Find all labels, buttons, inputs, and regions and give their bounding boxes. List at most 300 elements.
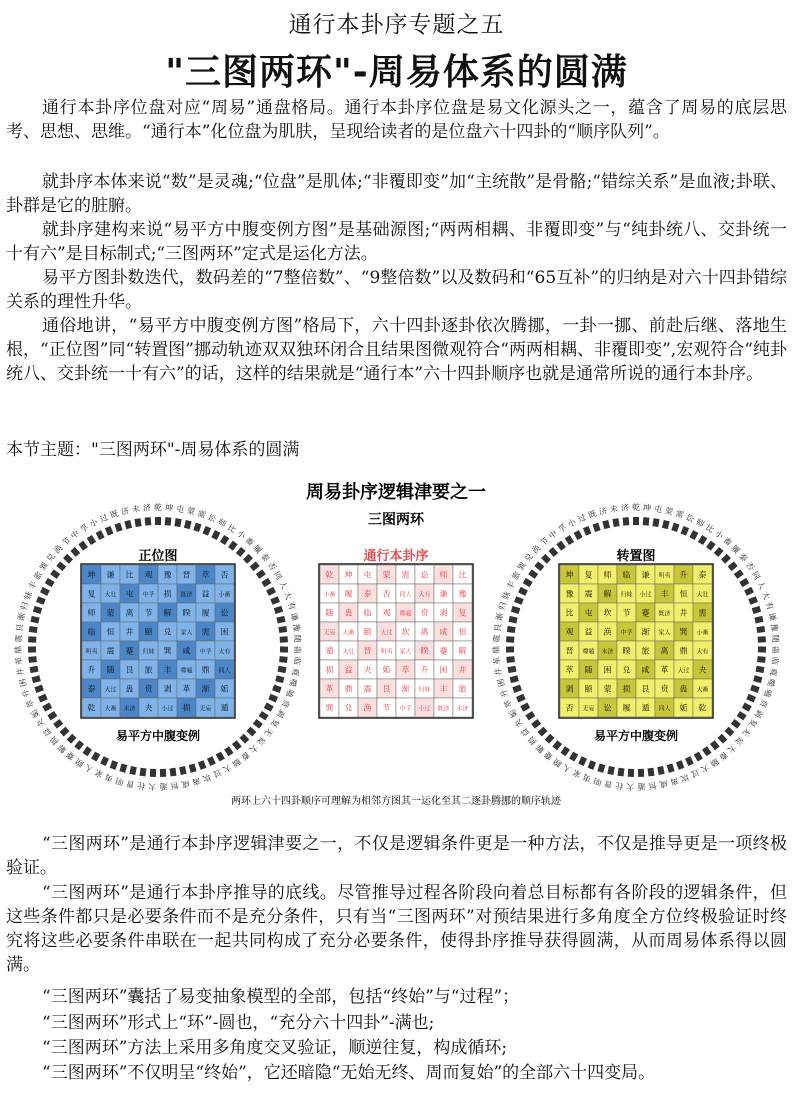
right-grid-cell-label: 遁 xyxy=(641,703,650,713)
left-ring-char: 孚 xyxy=(78,522,91,535)
left-ring-char: 困 xyxy=(17,677,29,688)
right-ring-char: 姤 xyxy=(507,707,520,720)
middle-grid-cell-label: 困 xyxy=(439,665,448,675)
right-grid-cell-label: 同人 xyxy=(658,705,671,713)
left-ring-hexagram-mark xyxy=(165,517,172,525)
left-ring-char: 恒 xyxy=(170,780,180,791)
right-grid-cell-label: 随 xyxy=(584,665,593,675)
right-ring-char: 蹇 xyxy=(542,749,555,762)
left-grid-cell-label: 中孚 xyxy=(199,648,212,656)
left-grid-cell-label: 豫 xyxy=(163,570,172,580)
left-ring-hexagram-mark xyxy=(129,766,136,775)
left-ring-char: 大 xyxy=(247,742,260,755)
left-ring-hexagram-mark xyxy=(28,636,36,642)
figure-subtitle: 三图两环 xyxy=(368,512,424,528)
right-ring-hexagram-mark xyxy=(592,523,600,532)
right-grid-cell-label: 贲 xyxy=(660,684,669,694)
left-grid-cell-label: 归妹 xyxy=(142,648,155,656)
left-ring-char: 屯 xyxy=(175,504,185,515)
right-ring-char: 恒 xyxy=(648,780,658,791)
right-ring-hexagram-mark xyxy=(552,740,562,750)
left-ring-hexagram-mark xyxy=(246,727,256,737)
left-ring-hexagram-mark xyxy=(211,530,220,540)
left-ring-char: 无 xyxy=(262,726,275,739)
right-ring-hexagram-mark xyxy=(612,518,619,527)
right-ring-hexagram-mark xyxy=(657,766,664,775)
left-ring-hexagram-mark xyxy=(207,756,216,766)
right-ring-hexagram-mark xyxy=(698,535,707,545)
right-ring-char: 有 xyxy=(763,600,775,612)
left-ring-char: 夬 xyxy=(35,717,48,729)
left-grid-cell-label: 否 xyxy=(220,570,229,580)
right-ring-char: 中 xyxy=(547,528,560,541)
middle-grid-cell-label: 蒙 xyxy=(382,570,391,580)
right-grid-cell-label: 离 xyxy=(660,646,669,656)
right-ring-char: 节 xyxy=(538,535,551,548)
right-ring-char: 剥 xyxy=(752,707,765,720)
left-ring-hexagram-mark xyxy=(236,547,246,557)
left-ring-hexagram-mark xyxy=(280,646,288,652)
left-grid-cell-label: 大壮 xyxy=(104,591,117,599)
left-ring-hexagram-mark xyxy=(29,626,38,633)
right-grid-cell-label: 复 xyxy=(584,570,593,580)
right-ring-hexagram-mark xyxy=(648,768,655,777)
middle-grid-cell-label: 升 xyxy=(420,665,429,675)
middle-grid-cell-label: 临 xyxy=(363,608,372,618)
left-grid-cell-label: 渐 xyxy=(201,684,210,694)
right-ring-hexagram-mark xyxy=(638,769,644,777)
left-ring-char: 井 xyxy=(15,667,26,677)
middle-grid-cell-label: 渐 xyxy=(401,684,410,694)
left-grid-cell-label: 旅 xyxy=(144,665,153,675)
right-ring-char: 归 xyxy=(497,600,509,612)
left-ring-char: 人 xyxy=(83,762,95,775)
right-ring-char: 升 xyxy=(498,687,510,699)
right-ring-hexagram-mark xyxy=(510,675,519,683)
left-grid-cell-label: 离 xyxy=(125,608,134,618)
left-grid-cell-label: 震 xyxy=(106,646,115,656)
left-ring-hexagram-mark xyxy=(74,740,84,750)
right-grid-cell-label: 井 xyxy=(679,608,688,618)
left-ring-char: 讼 xyxy=(206,512,218,525)
right-ring-hexagram-mark xyxy=(702,746,711,756)
left-grid-cell-label: 困 xyxy=(220,627,229,637)
left-ring-hexagram-mark xyxy=(189,763,197,772)
left-grid-cell-label: 师 xyxy=(87,608,96,618)
right-grid-cell-label: 泰 xyxy=(698,570,707,580)
middle-grid-cell-label: 比 xyxy=(458,570,467,580)
left-ring-hexagram-mark xyxy=(124,520,132,529)
right-grid-cell-label: 旅 xyxy=(641,646,650,656)
right-ring-char: 小 xyxy=(566,517,578,529)
left-grid-cell-label: 咸 xyxy=(182,646,191,656)
left-ring-char: 小 xyxy=(234,528,247,541)
right-grid-cell-label: 艮 xyxy=(641,684,650,694)
right-ring-hexagram-mark xyxy=(506,646,514,652)
left-ring-char: 妄 xyxy=(255,734,268,747)
left-ring-char: 畜 xyxy=(239,749,252,762)
right-ring-char: 复 xyxy=(746,717,759,729)
left-ring-char: 未 xyxy=(131,504,141,515)
left-ring-hexagram-mark xyxy=(32,675,41,683)
middle-grid-cell-label: 鼎 xyxy=(344,684,353,694)
right-ring-hexagram-mark xyxy=(508,666,517,673)
right-ring-hexagram-mark xyxy=(728,561,738,571)
right-grid-cell-label: 屯 xyxy=(584,608,593,618)
middle-grid-cell-label: 否 xyxy=(382,589,391,599)
right-ring-char: 履 xyxy=(729,543,742,556)
right-ring-char: 过 xyxy=(576,512,588,525)
left-ring-hexagram-mark xyxy=(272,685,282,693)
middle-grid-cell-label: 屯 xyxy=(363,570,372,580)
left-ring-hexagram-mark xyxy=(96,530,105,540)
intro-paragraph-3: 就卦序建构来说“易平方中腹变例方图”是基础源图;“两两相耦、非覆即变”与“纯卦统八、交卦统一十有六”是目标制式;“三图两环”定式是运化方法。 xyxy=(6,220,787,264)
left-ring-char: 遁 xyxy=(159,781,168,792)
middle-grid-cell-label: 坤 xyxy=(344,570,353,580)
bottom-paragraph-3: “三图两环”囊括了易变抽象模型的全部，包括“终始”与“过程”； xyxy=(42,987,520,1007)
right-ring-char: 屯 xyxy=(653,504,663,515)
right-ring-hexagram-mark xyxy=(752,606,761,614)
right-ring-char: 济 xyxy=(598,506,608,517)
left-ring-char: 比 xyxy=(225,522,238,535)
left-ring-hexagram-mark xyxy=(266,587,276,596)
right-ring-char: 巽 xyxy=(516,560,529,573)
left-ring-hexagram-mark xyxy=(278,666,287,673)
right-ring-hexagram-mark xyxy=(523,578,533,587)
right-ring-hexagram-mark xyxy=(597,763,605,772)
left-ring-hexagram-mark xyxy=(53,719,63,729)
right-grid-cell-label: 履 xyxy=(622,703,631,713)
left-ring-hexagram-mark xyxy=(256,569,266,579)
left-grid-cell-label: 夬 xyxy=(144,703,153,713)
middle-grid-cell-label: 小过 xyxy=(418,705,431,713)
figure-title: 周易卦序逻辑津要之一 xyxy=(306,482,486,503)
middle-grid-cell-label: 家人 xyxy=(399,648,412,656)
left-grid-cell-label: 晋 xyxy=(182,570,191,580)
right-ring-hexagram-mark xyxy=(744,587,754,596)
middle-grid-cell-label: 大壮 xyxy=(342,648,355,656)
right-ring-char: 嗑 xyxy=(762,687,774,699)
left-ring-char: 妹 xyxy=(22,590,34,601)
right-ring-char: 夬 xyxy=(513,717,526,729)
right-ring-char: 颐 xyxy=(708,756,721,769)
right-ring-char: 临 xyxy=(769,656,780,666)
left-ring-hexagram-mark xyxy=(45,578,55,587)
left-ring-char: 渐 xyxy=(16,611,28,622)
left-grid-cell-label: 贲 xyxy=(144,684,153,694)
left-ring-hexagram-mark xyxy=(34,685,44,693)
right-ring-hexagram-mark xyxy=(520,703,530,712)
left-grid-cell-label: 明夷 xyxy=(85,648,98,656)
middle-grid-cell-label: 乾 xyxy=(325,570,334,580)
intro-paragraph-2: 就卦序本体来说“数”是灵魂;“位盘”是肌体;“非覆即变”加“主统散”是骨骼;“错综关系”是血液;卦联、卦群是它的脏腑。 xyxy=(6,172,787,216)
right-ring-char: 妄 xyxy=(733,734,746,747)
left-ring-char: 蒙 xyxy=(186,506,196,517)
right-grid-cell-label: 归妹 xyxy=(620,591,633,599)
left-ring-char: 噬 xyxy=(287,677,299,688)
right-ring-char: 咸 xyxy=(658,778,669,789)
left-grid-cell-label: 比 xyxy=(125,570,134,580)
bottom-paragraph-2: “三图两环”是通行本卦序推导的底线。尽管推导过程各阶段向着总目标都有各阶段的逻辑条件，但这些条件都只是必要条件而不是充分条件，只有当“三图两环”对预结果进行多角度全方位终极验证时终究将这些必要条件串联在一起共同构成了充分必要条件，使得卦序推导获得圆满，从而周易体系得以圆满。 xyxy=(6,883,787,975)
left-ring-char: 坎 xyxy=(201,772,213,784)
left-grid-cell-label: 同人 xyxy=(218,667,231,675)
bottom-paragraph-1: “三图两环”是通行本卦序逻辑津要之一，不仅是逻辑条件更是一种方法，不仅是推导更是一项终极验证。 xyxy=(6,834,787,878)
middle-grid-cell-label: 涣 xyxy=(363,703,372,713)
left-ring-char: 蛊 xyxy=(292,645,303,654)
left-ring-hexagram-mark xyxy=(60,727,70,737)
left-ring-hexagram-mark xyxy=(110,760,118,770)
left-grid-cell-label: 巽 xyxy=(163,646,172,656)
right-ring-hexagram-mark xyxy=(746,694,756,703)
right-ring-char: 需 xyxy=(674,508,685,521)
right-ring-char: 否 xyxy=(743,560,756,573)
left-grid-cell-label: 泰 xyxy=(87,684,96,694)
left-ring-hexagram-mark xyxy=(160,769,166,777)
right-ring-hexagram-mark xyxy=(758,646,766,652)
left-grid-cell-label: 损 xyxy=(163,589,172,599)
right-ring-hexagram-mark xyxy=(742,703,752,712)
left-ring-hexagram-mark xyxy=(63,554,73,564)
right-ring-hexagram-mark xyxy=(721,554,731,564)
right-ring-char: 晋 xyxy=(603,778,614,789)
middle-grid-cell-label: 无妄 xyxy=(323,629,336,637)
left-grid-cell-label: 革 xyxy=(182,684,191,694)
right-ring-char: 大 xyxy=(699,762,711,775)
middle-grid-cell-label: 蛊 xyxy=(344,608,353,618)
right-ring-hexagram-mark xyxy=(757,656,766,663)
right-ring-hexagram-mark xyxy=(516,694,526,703)
left-grid-cell-label: 损 xyxy=(182,703,191,713)
right-ring-hexagram-mark xyxy=(525,711,535,720)
left-ring-char: 大 xyxy=(221,762,233,775)
left-grid-cell-label: 节 xyxy=(144,608,153,618)
right-ring-char: 夷 xyxy=(581,772,593,784)
right-ring-char: 济 xyxy=(620,503,630,513)
left-ring-char: 归 xyxy=(19,600,31,612)
right-grid-cell-label: 颐 xyxy=(584,684,593,694)
right-ring-char: 孚 xyxy=(556,522,569,535)
left-grid-cell-label: 蒙 xyxy=(106,608,115,618)
right-grid-cell-label: 涣 xyxy=(603,627,612,637)
right-grid-cell-label: 夬 xyxy=(698,665,707,675)
left-ring-char: 临 xyxy=(291,656,302,666)
right-ring-hexagram-mark xyxy=(737,711,747,720)
right-grid-cell-label: 解 xyxy=(603,589,612,599)
middle-grid-cell-label: 姤 xyxy=(382,665,391,675)
right-ring-hexagram-mark xyxy=(628,769,634,777)
left-ring-hexagram-mark xyxy=(239,734,249,744)
left-ring-hexagram-mark xyxy=(38,694,48,703)
left-ring-char: 节 xyxy=(60,535,73,548)
left-ring-char: 明 xyxy=(114,775,125,787)
middle-grid-cell-label: 兑 xyxy=(344,703,353,713)
middle-grid-cell-label: 豫 xyxy=(458,589,467,599)
left-grid-cell-label: 观 xyxy=(144,570,153,580)
left-ring-hexagram-mark xyxy=(67,734,77,744)
left-ring-hexagram-mark xyxy=(179,766,186,775)
left-grid-cell-label: 大有 xyxy=(218,648,231,656)
middle-grid-cell-label: 泰 xyxy=(363,589,372,599)
right-ring-char: 比 xyxy=(703,522,716,535)
left-ring-char: 随 xyxy=(292,634,302,643)
left-grid-cell-label: 萃 xyxy=(201,570,210,580)
right-ring-char: 蒙 xyxy=(664,506,674,517)
left-chart-label: 正位图 xyxy=(138,549,178,564)
left-ring-char: 济 xyxy=(142,503,152,513)
left-grid-cell-label: 恒 xyxy=(106,627,115,637)
bottom-paragraph-5: “三图两环”方法上采用多角度交叉验证，顺逆往复，构成循环; xyxy=(42,1038,508,1058)
left-grid-cell-label: 无妄 xyxy=(199,705,212,713)
right-grid-cell-label: 鼎 xyxy=(679,646,688,656)
right-ring-hexagram-mark xyxy=(756,666,765,673)
left-ring-hexagram-mark xyxy=(278,626,287,633)
left-grid-cell-label: 复 xyxy=(87,589,96,599)
right-ring-hexagram-mark xyxy=(565,535,574,545)
right-ring-char: 遁 xyxy=(637,781,646,792)
right-ring-hexagram-mark xyxy=(538,727,548,737)
left-ring-char: 否 xyxy=(265,560,278,573)
middle-grid-cell-label: 晋 xyxy=(363,646,372,656)
right-ring-char: 乾 xyxy=(632,503,640,512)
right-ring-hexagram-mark xyxy=(583,526,592,536)
right-ring-hexagram-mark xyxy=(706,541,716,551)
right-grid-cell-label: 恒 xyxy=(679,589,688,599)
right-ring-hexagram-mark xyxy=(511,606,520,614)
right-ring-char: 明 xyxy=(592,775,603,787)
right-ring-char: 豫 xyxy=(769,623,780,633)
right-grid xyxy=(559,564,713,718)
left-ring-char: 革 xyxy=(14,656,25,666)
left-ring-char: 丰 xyxy=(27,579,39,591)
right-ring-char: 家 xyxy=(571,767,583,780)
left-grid-cell-label: 谦 xyxy=(106,570,115,580)
left-ring-char: 豫 xyxy=(291,623,302,633)
right-grid-cell-label: 巽 xyxy=(679,627,688,637)
right-grid-cell-label: 师 xyxy=(603,570,612,580)
right-ring-hexagram-mark xyxy=(541,554,551,564)
right-ring-hexagram-mark xyxy=(548,547,558,557)
right-grid-cell-label: 噬嗑 xyxy=(582,648,595,656)
right-grid-cell-label: 需 xyxy=(698,608,707,618)
right-chart-caption: 易平方中腹变例 xyxy=(593,729,679,743)
right-ring-hexagram-mark xyxy=(756,626,765,633)
left-grid xyxy=(81,564,235,718)
right-grid-cell-label: 比 xyxy=(565,608,574,618)
left-ring-char: 咸 xyxy=(180,778,191,789)
left-ring-hexagram-mark xyxy=(155,517,161,525)
right-grid-cell-label: 姤 xyxy=(679,703,688,713)
right-grid-cell-label: 益 xyxy=(584,627,593,637)
left-ring-char: 嗑 xyxy=(284,687,296,699)
left-ring-char: 壮 xyxy=(136,780,146,791)
middle-grid-cell-label: 小畜 xyxy=(323,591,336,599)
left-ring-hexagram-mark xyxy=(87,535,96,545)
left-ring-hexagram-mark xyxy=(50,569,60,579)
right-ring-hexagram-mark xyxy=(512,685,522,693)
left-ring-char: 观 xyxy=(290,667,301,677)
right-ring-hexagram-mark xyxy=(514,596,524,605)
left-ring-hexagram-mark xyxy=(275,675,284,683)
middle-grid-cell-label: 遁 xyxy=(325,646,334,656)
left-ring-char: 泰 xyxy=(259,551,272,564)
left-ring-hexagram-mark xyxy=(220,535,229,545)
right-ring-char: 解 xyxy=(534,742,547,755)
bottom-paragraph-6: “三图两环”不仅明呈“终始”，它还暗隐“无始无终、周而复始”的全部六十四变局。 xyxy=(42,1063,656,1083)
left-grid-cell-label: 履 xyxy=(201,608,210,618)
right-grid-cell-label: 困 xyxy=(603,665,612,675)
right-ring-char: 小 xyxy=(712,528,725,541)
left-grid-cell-label: 噬嗑 xyxy=(180,667,193,675)
left-ring-hexagram-mark xyxy=(264,703,274,712)
intro-paragraph-4: 易平方图卦数迭代，数码差的“7整倍数”、“9整倍数”以及数码和“65互补”的归纳是对六十四卦错综关系的理性升华。 xyxy=(6,268,787,312)
middle-grid-cell-label: 艮 xyxy=(382,684,391,694)
right-grid-cell-label: 临 xyxy=(622,570,631,580)
left-ring-char: 巽 xyxy=(38,560,51,573)
left-ring-char: 旅 xyxy=(32,569,45,582)
middle-grid-cell-label: 睽 xyxy=(420,646,429,656)
right-grid-cell-label: 咸 xyxy=(641,665,650,675)
right-ring-hexagram-mark xyxy=(671,523,679,532)
right-grid-cell-label: 观 xyxy=(565,627,574,637)
middle-grid-cell-label: 大有 xyxy=(418,591,431,599)
right-ring-hexagram-mark xyxy=(753,675,762,683)
middle-grid-cell-label: 观 xyxy=(382,608,391,618)
right-ring-char: 既 xyxy=(587,508,598,521)
figure-footnote: 两环上六十四卦顺序可理解为相邻方图其一运化至其二逐卦腾挪的顺序轨迹 xyxy=(231,796,561,807)
left-grid-cell-label: 大畜 xyxy=(104,705,117,713)
middle-grid-cell-label: 谦 xyxy=(439,589,448,599)
right-ring-char: 同 xyxy=(749,569,762,582)
right-grid-cell-label: 萃 xyxy=(565,665,574,675)
left-ring-hexagram-mark xyxy=(216,752,225,762)
right-ring-char: 人 xyxy=(755,579,767,591)
right-ring-char: 鼎 xyxy=(491,645,502,654)
right-ring-char: 人 xyxy=(561,762,573,775)
middle-grid-cell-label: 讼 xyxy=(420,570,429,580)
right-grid-cell-label: 乾 xyxy=(698,703,707,713)
right-ring-char: 渐 xyxy=(494,611,506,622)
left-grid-cell-label: 益 xyxy=(201,589,210,599)
right-ring-char: 睽 xyxy=(551,756,564,769)
right-ring-char: 泰 xyxy=(737,551,750,564)
right-ring-hexagram-mark xyxy=(588,760,596,770)
left-grid-cell-label: 兑 xyxy=(163,627,172,637)
middle-grid-cell-label: 同人 xyxy=(399,591,412,599)
middle-grid-cell-label: 旅 xyxy=(458,684,467,694)
middle-grid-cell-label: 剥 xyxy=(439,608,448,618)
left-chart-caption: 易平方中腹变例 xyxy=(115,729,201,743)
left-ring-char: 震 xyxy=(14,634,24,643)
right-ring-char: 大 xyxy=(626,781,635,792)
middle-grid-cell-label: 颐 xyxy=(363,627,372,637)
left-grid-cell-label: 讼 xyxy=(220,608,229,618)
left-grid-cell-label: 鼎 xyxy=(201,665,210,675)
right-grid-cell-label: 大畜 xyxy=(696,686,709,694)
right-ring-hexagram-mark xyxy=(602,520,610,529)
left-ring-char: 夷 xyxy=(103,772,115,784)
left-ring-char: 畜 xyxy=(243,535,256,548)
middle-chart-label: 通行本卦序 xyxy=(363,549,429,564)
left-ring-hexagram-mark xyxy=(270,596,280,605)
right-ring-hexagram-mark xyxy=(734,569,744,579)
left-ring-char: 乾 xyxy=(154,503,162,512)
left-ring-char: 同 xyxy=(271,569,284,582)
left-ring-hexagram-mark xyxy=(114,523,122,532)
right-ring-hexagram-mark xyxy=(694,752,703,762)
middle-grid-cell-label: 蹇 xyxy=(439,646,448,656)
right-ring-hexagram-mark xyxy=(662,520,670,529)
left-ring-char: 谦 xyxy=(288,611,300,622)
